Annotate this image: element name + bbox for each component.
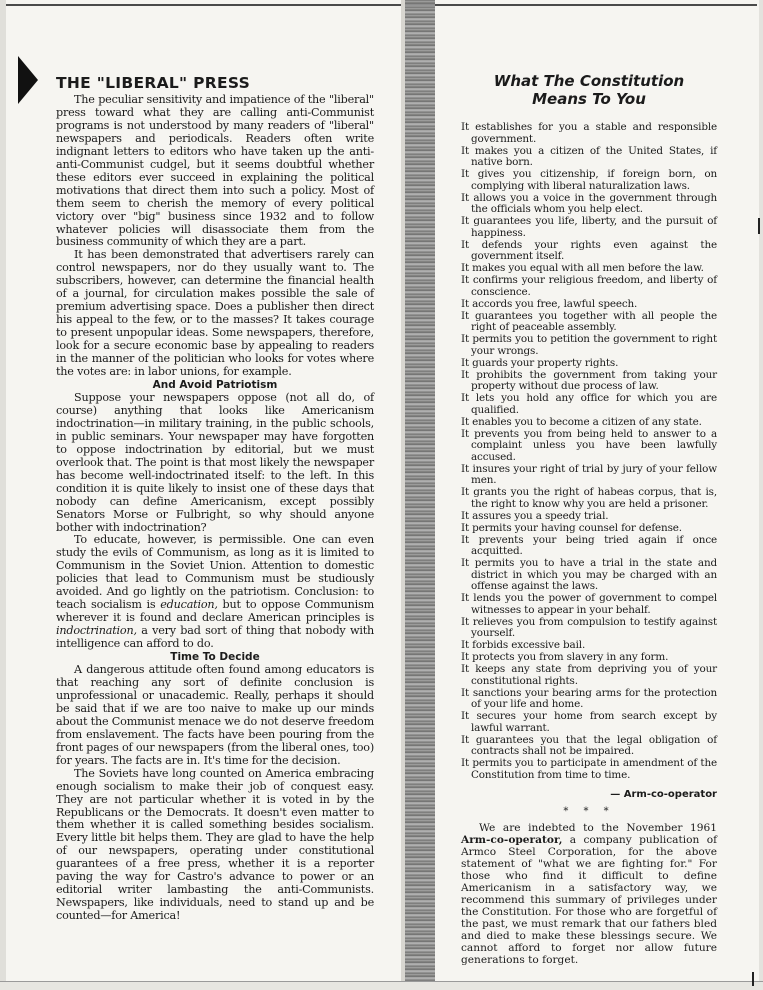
right-item: It guarantees you that the legal obligation of contracts shall not be impaired.	[461, 733, 717, 757]
right-item: It forbids excessive bail.	[461, 639, 586, 651]
right-item: It allows you a voice in the government through the officials whom you help elect.	[461, 191, 717, 215]
right-item: It gives you citizenship, if foreign born, on complying with liberal naturalization laws.	[461, 168, 717, 192]
right-item: It permits you to have a trial in the state and district in which you may be charged with an offense against the laws.	[461, 557, 717, 592]
triangle-marker-icon	[18, 56, 38, 104]
right-item: It relieves you from compulsion to testify against yourself.	[461, 615, 717, 639]
note-text-a: We are indebted to the November 1961	[479, 822, 717, 834]
attribution: — Arm-co-operator	[610, 789, 717, 800]
right-item: It lends you the power of government to compel witnesses to appear in your behalf.	[461, 592, 717, 616]
p4-text-b: but to oppose Communism wherever it is found and declare American principles is	[56, 598, 374, 625]
right-item: It confirms your religious freedom, and liberty of conscience.	[461, 274, 717, 298]
right-item: It guarantees you together with all people the right of peaceable assembly.	[461, 309, 717, 333]
note-text-b: a company publication of Armco Steel Corporation, for the above statement of "what we are fighting for." For those who find it difficult to define Americanism in a satisfactory way, we recommend this summary of privileges under the Constitution. For those who are forgetful of the past, we must remark that our fathers bled and died to make these blessings secure. We cannot afford to forget nor allow future generations to forget.	[461, 834, 717, 966]
right-item: It lets you hold any office for which you are qualified.	[461, 392, 717, 416]
right-article-title	[461, 72, 717, 108]
left-article-title: THE "LIBERAL" PRESS	[56, 74, 251, 92]
left-paragraph-1: The peculiar sensitivity and impatience of the "liberal" press toward what they are calling anti-Communist programs is not understood by many readers of "liberal" newspapers and periodicals. Readers often write indignant letters to editors who have taken up the anti-anti-Communist cudgel, but it seems doubtful whether these editors ever succeed in explaining the political motivations that direct them into such a policy. Most of them seem to cherish the memory of every political victory over "big" business since 1932 and to follow whatever policies will disassociate them from the business community of which they are a part.	[56, 93, 374, 249]
subhead-time-to-decide: Time To Decide	[170, 651, 260, 664]
left-paragraph-6: The Soviets have long counted on America embracing enough socialism to make their job of conquest easy. They are not particular whether it is voted in by the Republicans or the Democrats. It doesn't even matter to them whether it is called something besides socialism. Every little bit helps them. They are glad to have the help of our newspapers, operating under constitutional guarantees of a free press, whether it is a reporter paving the way for Castro's advance to power or an editorial writer lambasting the anti-Communists. Newspapers, like individuals, need to stand up and be counted—for America!	[56, 766, 374, 923]
right-item: It defends your rights even against the government itself.	[461, 238, 717, 262]
right-item: It permits you to petition the government to right your wrongs.	[461, 333, 717, 357]
page-left-edge	[0, 0, 6, 990]
right-item: It prevents you from being held to answer to a complaint unless you have been lawfully accused.	[461, 427, 717, 463]
right-item: It keeps any state from depriving you of your constitutional rights.	[461, 663, 717, 687]
left-paragraph-5: A dangerous attitude often found among educators is that reaching any sort of definite conclusion is unprofessional or unacademic. Really, perhaps it should be said that if we are too naive to make up our minds about the Communist menace we do not deserve freedom from enslavement. The facts have been pouring from the front pages of our newspapers (from the liberal ones, too) for years. The facts are in. It's time for the decision.	[56, 663, 374, 767]
right-item: It assures you a speedy trial.	[461, 509, 609, 522]
p4-emphasis-education: education,	[160, 598, 218, 612]
subhead-avoid-patriotism: And Avoid Patriotism	[152, 378, 278, 391]
editor-note	[461, 822, 717, 966]
right-item: It permits you to participate in amendment of the Constitution from time to time.	[461, 757, 717, 781]
left-paragraph-4	[56, 534, 374, 651]
right-item: It establishes for you a stable and responsible government.	[461, 121, 717, 145]
right-item: It guards your property rights.	[461, 356, 619, 369]
left-article	[56, 74, 374, 923]
right-item: It prohibits the government from taking your property without due process of law.	[461, 368, 717, 392]
page-right-edge	[759, 0, 763, 990]
right-item: It grants you the right of habeas corpus, that is, the right to know why you are held a prisoner.	[461, 486, 717, 510]
right-item: It makes you equal with all men before the law.	[461, 262, 704, 274]
right-title-line-2: Means To You	[532, 90, 646, 108]
margin-mark	[758, 218, 760, 234]
left-paragraph-3: Suppose your newspapers oppose (not all do, of course) anything that looks like Americanism indoctrination—in military training, in the public schools, in public seminars. Your newspaper may have forgotten to oppose indoctrination by editorial, but we must overlook that. The point is that most likely the newspaper has become well-indoctrinated itself: to the left. In this condition it is quite likely to insist one of these days that nobody can define Americanism, except possibly Senators Morse or Fulbright, so why should anyone bother with indoctrination?	[56, 390, 374, 534]
right-item: It guarantees you life, liberty, and the pursuit of happiness.	[461, 215, 717, 239]
right-item: It secures your home from search except by lawful warrant.	[461, 710, 717, 734]
p4-text-c: a very bad sort of thing that nobody with intelligence can afford to do.	[56, 624, 374, 651]
binding-gutter	[405, 0, 435, 990]
p4-emphasis-indoctrination: indoctrination,	[56, 624, 137, 638]
right-title-line-1: What The Constitution	[493, 72, 685, 90]
right-article	[461, 72, 717, 966]
right-item: It accords you free, lawful speech.	[461, 297, 638, 310]
right-item: It insures your right of trial by jury of your fellow men.	[461, 462, 717, 486]
left-paragraph-2: It has been demonstrated that advertisers rarely can control newspapers, nor do they usually want to. The subscribers, however, can determine the financial health of a journal, for circulation makes possible the sale of premium advertising space. Does a publisher then direct his appeal to the few, or to the masses? It takes courage to present unpopular ideas. Some newspapers, therefore, look for a secure economic base by appealing to readers in the manner of the politician who looks for votes where the votes are: in labor unions, for example.	[56, 248, 374, 379]
right-item: It sanctions your bearing arms for the protection of your life and home.	[461, 686, 717, 710]
top-rule	[6, 4, 757, 6]
p4-text-a: To educate, however, is permissible. One can even study the evils of Communism, as long as it is limited to Communism in the Soviet Union. Attention to domestic policies that lead to Communism must be studiously avoided. And go lightly on the patriotism. Conclusion: to teach socialism is	[56, 533, 374, 612]
bottom-rule	[0, 981, 763, 990]
right-item: It enables you to become a citizen of any state.	[461, 415, 702, 428]
right-item: It permits your having counsel for defense.	[461, 521, 682, 534]
right-item: It prevents your being tried again if once acquitted.	[461, 533, 717, 557]
rights-list	[461, 122, 717, 781]
note-publication-name: Arm-co-operator,	[461, 834, 563, 846]
right-item: It makes you a citizen of the United States, if native born.	[461, 144, 717, 168]
margin-mark-bottom	[752, 972, 754, 986]
right-item: It protects you from slavery in any form.	[461, 651, 669, 663]
separator-stars: * * *	[563, 806, 615, 817]
